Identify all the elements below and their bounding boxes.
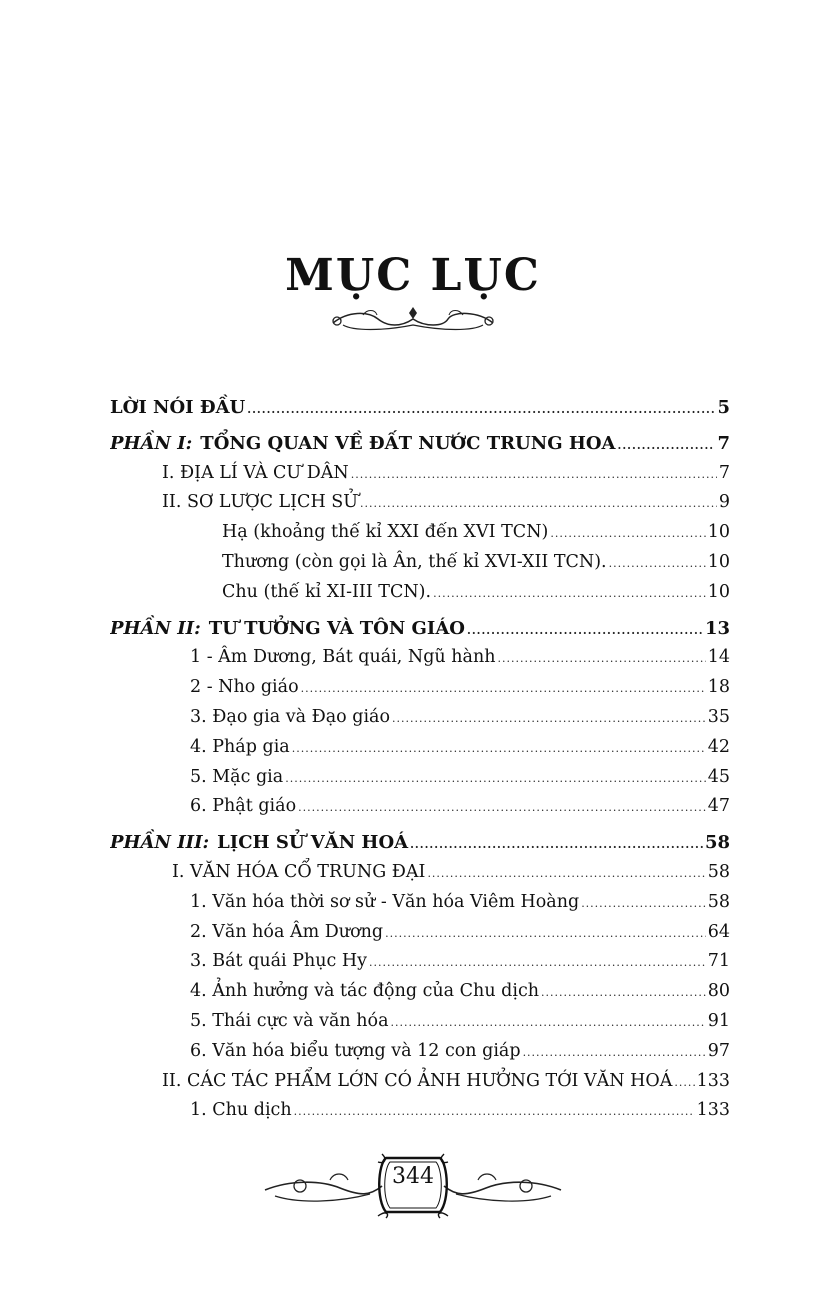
- toc-entry-row[interactable]: [110, 518, 730, 548]
- toc-page-number: 7: [718, 462, 730, 483]
- toc-entry-row[interactable]: [110, 947, 730, 977]
- toc-page-number: 9: [718, 492, 730, 513]
- toc-entry-text: 3. Đạo gia và Đạo giáo: [190, 706, 391, 727]
- toc-entry-text: I. VĂN HÓA CỔ TRUNG ĐẠI: [172, 861, 426, 882]
- toc-entry-label: [190, 792, 296, 822]
- toc-entry-row[interactable]: [110, 733, 730, 763]
- toc-entry-row[interactable]: [110, 1007, 730, 1037]
- toc-page-number: 18: [707, 677, 730, 698]
- toc-entry-row[interactable]: [110, 673, 730, 703]
- toc-page-number: 58: [707, 891, 730, 912]
- toc-leader-dots: [410, 830, 703, 858]
- toc-entry-text: TỔNG QUAN VỀ ĐẤT NƯỚC TRUNG HOA: [200, 432, 616, 454]
- toc-leader-dots: [427, 859, 705, 888]
- toc-page-number: 7: [717, 432, 730, 454]
- toc-part-row[interactable]: [110, 828, 730, 858]
- toc-entry-label: [190, 918, 383, 948]
- toc-entry-row[interactable]: [110, 977, 730, 1007]
- toc-entry-text: 1. Chu dịch: [190, 1100, 292, 1121]
- page-title: MỤC LỤC: [285, 250, 541, 301]
- toc-entry-row[interactable]: [110, 763, 730, 793]
- toc-leader-dots: [674, 1068, 694, 1097]
- toc-entry-text: II. SƠ LƯỢC LỊCH SỬ: [162, 492, 359, 513]
- toc-leader-dots: [433, 579, 706, 608]
- toc-entry-label: [162, 459, 349, 489]
- toc-page-number: 42: [707, 736, 730, 757]
- toc-entry-label: [190, 977, 539, 1007]
- toc-page-number: 47: [707, 796, 730, 817]
- toc-page-number: 14: [707, 647, 730, 668]
- toc-entry-text: 2. Văn hóa Âm Dương: [190, 921, 384, 942]
- toc-entry-text: 6. Phật giáo: [190, 796, 297, 817]
- toc-entry-label: [190, 1096, 292, 1126]
- toc-entry-row[interactable]: [110, 1067, 730, 1097]
- toc-entry-label: [190, 947, 367, 977]
- toc-entry-label: [172, 858, 425, 888]
- toc-part-prefix: PHẦN I:: [110, 432, 193, 454]
- toc-entry-text: 5. Thái cực và văn hóa: [190, 1010, 389, 1031]
- toc-entry-label: [190, 1037, 521, 1067]
- toc-entry-text: 4. Pháp gia: [190, 736, 290, 757]
- toc-leader-dots: [541, 978, 706, 1007]
- toc-entry-label: [222, 578, 431, 608]
- toc-entry-row[interactable]: [110, 1096, 730, 1126]
- toc-part-row[interactable]: [110, 614, 730, 644]
- toc-leader-dots: [247, 395, 715, 423]
- toc-entry-text: I. ĐỊA LÍ VÀ CƯ DÂN: [162, 462, 349, 483]
- toc-leader-dots: [351, 460, 717, 489]
- toc-entry-text: LỊCH SỬ VĂN HOÁ: [217, 832, 409, 854]
- flourish-divider-icon: [323, 305, 503, 333]
- toc-leader-dots: [550, 519, 705, 548]
- toc-leader-dots: [609, 549, 706, 578]
- toc-entry-label: [110, 429, 616, 459]
- toc-page-number: 13: [704, 617, 730, 639]
- toc-entry-label: [190, 888, 579, 918]
- toc-entry-text: TƯ TƯỞNG VÀ TÔN GIÁO: [208, 617, 465, 639]
- toc-leader-dots: [392, 704, 706, 733]
- toc-page-number: 133: [696, 1070, 730, 1091]
- toc-entry-row[interactable]: [110, 792, 730, 822]
- toc-entry-label: [162, 1067, 672, 1097]
- toc-entry-row[interactable]: [110, 643, 730, 673]
- toc-entry-row[interactable]: [110, 703, 730, 733]
- toc-entry-row[interactable]: [110, 1037, 730, 1067]
- toc-leader-dots: [369, 948, 706, 977]
- toc-page-number: 35: [707, 706, 730, 727]
- toc-entry-label: [190, 643, 496, 673]
- toc-entry-label: [110, 393, 245, 423]
- toc-entry-row[interactable]: [110, 578, 730, 608]
- toc-page-number: 58: [704, 832, 730, 854]
- toc-entry-row[interactable]: [110, 918, 730, 948]
- toc-leader-dots: [285, 764, 706, 793]
- table-of-contents: [110, 393, 730, 1126]
- toc-entry-row[interactable]: [110, 858, 730, 888]
- toc-entry-row[interactable]: [110, 488, 730, 518]
- toc-part-row[interactable]: [110, 429, 730, 459]
- toc-entry-text: 2 - Nho giáo: [190, 677, 299, 698]
- toc-entry-text: 3. Bát quái Phục Hy: [190, 951, 368, 972]
- toc-entry-label: [110, 614, 465, 644]
- toc-page-number: 80: [707, 981, 730, 1002]
- toc-entry-label: [162, 488, 358, 518]
- toc-entry-label: [110, 828, 408, 858]
- toc-page-number: 133: [696, 1100, 730, 1121]
- toc-entry-text: 1. Văn hóa thời sơ sử - Văn hóa Viêm Hoàng: [190, 891, 580, 912]
- toc-entry-text: Chu (thế kỉ XI-III TCN).: [222, 581, 432, 602]
- toc-page-number: 71: [707, 951, 730, 972]
- toc-entry-row[interactable]: [110, 548, 730, 578]
- toc-entry-row[interactable]: [110, 459, 730, 489]
- toc-entry-text: 6. Văn hóa biểu tượng và 12 con giáp: [190, 1040, 521, 1061]
- toc-part-row[interactable]: [110, 393, 730, 423]
- toc-page-number: 5: [717, 397, 730, 418]
- toc-page-number: 45: [707, 766, 730, 787]
- toc-part-prefix: PHẦN III:: [110, 832, 210, 854]
- toc-leader-dots: [360, 489, 717, 518]
- toc-page-number: 10: [707, 522, 730, 543]
- toc-page-number: 10: [707, 581, 730, 602]
- toc-part-prefix: PHẦN II:: [110, 617, 201, 639]
- toc-leader-dots: [498, 644, 706, 673]
- toc-entry-label: [190, 733, 290, 763]
- toc-leader-dots: [581, 889, 706, 918]
- toc-entry-text: Thương (còn gọi là Ân, thế kỉ XVI-XII TCN).: [222, 551, 607, 572]
- toc-entry-text: Hạ (khoảng thế kỉ XXI đến XVI TCN): [222, 522, 549, 543]
- toc-page-number: 91: [707, 1010, 730, 1031]
- page-number: 344: [392, 1164, 434, 1189]
- toc-entry-text: 4. Ảnh hưởng và tác động của Chu dịch: [190, 981, 540, 1002]
- toc-leader-dots: [294, 1097, 695, 1126]
- toc-entry-text: 5. Mặc gia: [190, 766, 284, 787]
- toc-leader-dots: [523, 1038, 706, 1067]
- toc-page-number: 97: [707, 1040, 730, 1061]
- toc-leader-dots: [385, 919, 706, 948]
- toc-page-number: 64: [707, 921, 730, 942]
- toc-leader-dots: [467, 616, 703, 644]
- toc-entry-text: II. CÁC TÁC PHẨM LỚN CÓ ẢNH HƯỞNG TỚI VĂN HOÁ: [162, 1070, 673, 1091]
- toc-page-number: 10: [707, 551, 730, 572]
- toc-entry-label: [222, 548, 607, 578]
- toc-entry-label: [222, 518, 548, 548]
- toc-entry-label: [190, 703, 390, 733]
- toc-entry-text: LỜI NÓI ĐẦU: [110, 397, 246, 418]
- toc-leader-dots: [391, 1008, 706, 1037]
- toc-entry-label: [190, 1007, 389, 1037]
- toc-leader-dots: [292, 734, 706, 763]
- toc-page-number: 58: [707, 861, 730, 882]
- toc-entry-label: [190, 763, 283, 793]
- toc-entry-label: [190, 673, 299, 703]
- toc-leader-dots: [618, 431, 716, 459]
- toc-leader-dots: [301, 674, 706, 703]
- toc-entry-text: 1 - Âm Dương, Bát quái, Ngũ hành: [190, 647, 496, 668]
- toc-entry-row[interactable]: [110, 888, 730, 918]
- toc-leader-dots: [298, 793, 706, 822]
